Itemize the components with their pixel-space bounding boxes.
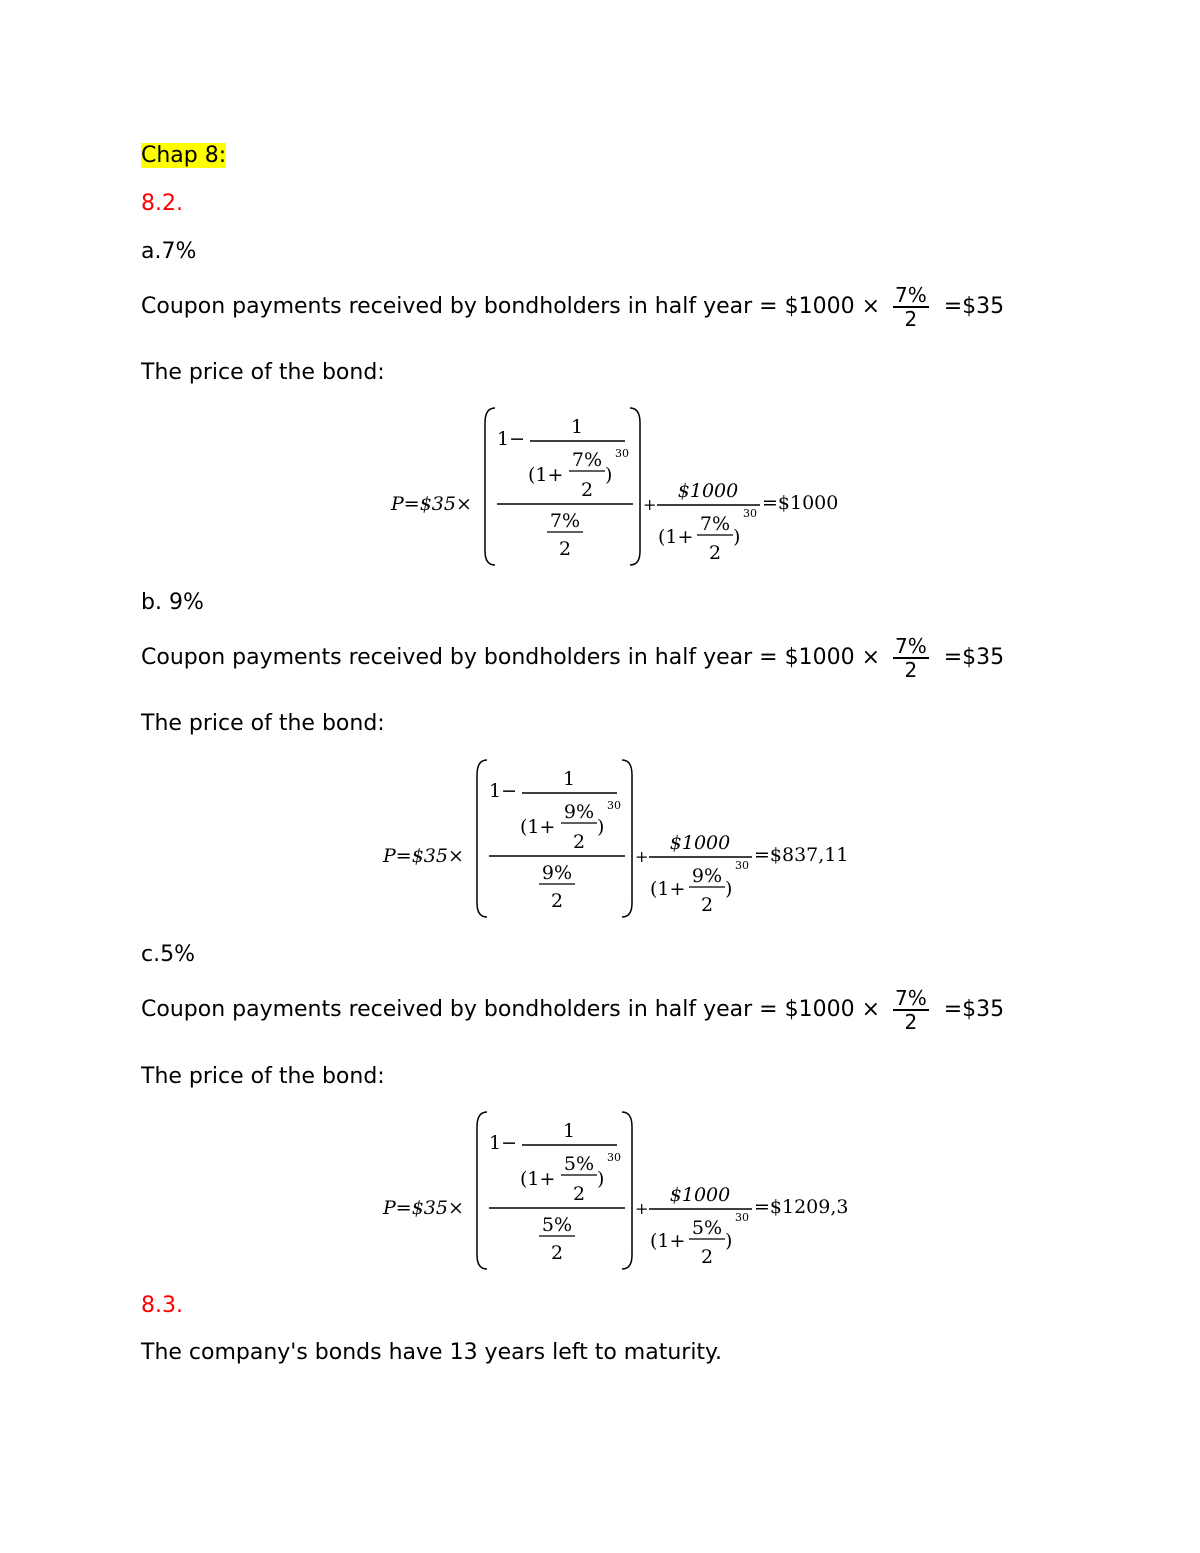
- formula-result: =$1209,3: [754, 1196, 849, 1218]
- face-value: $1000: [677, 480, 739, 502]
- main-denominator-two: 2: [558, 538, 572, 560]
- inner-numerator-one: 1: [570, 416, 584, 438]
- part-b-label: b. 9%: [141, 590, 204, 615]
- chapter-heading-text: Chap 8:: [141, 143, 227, 168]
- inner-rate-denominator: 2: [580, 479, 594, 501]
- bond-price-formula-b: [377, 757, 857, 919]
- face-rate-denominator: 2: [708, 542, 722, 564]
- coupon-fraction-numerator: 7%: [895, 634, 927, 658]
- face-exponent: 30: [735, 1211, 749, 1224]
- plus-sign: +: [635, 1199, 649, 1218]
- inner-rate: 9%: [563, 801, 595, 823]
- coupon-result: =$35: [943, 997, 1005, 1022]
- coupon-text: Coupon payments received by bondholders in half year = $1000 ×: [141, 645, 880, 670]
- coupon-fraction-numerator: 7%: [895, 283, 927, 307]
- bond-price-formula-a: [385, 405, 865, 567]
- main-denominator-two: 2: [550, 1242, 564, 1264]
- one-minus: 1−: [489, 1132, 518, 1154]
- inner-exponent: 30: [607, 799, 621, 812]
- formula-lhs: P=$35×: [383, 845, 464, 867]
- inner-exponent: 30: [615, 447, 629, 460]
- part-b-coupon-line: [141, 635, 1004, 681]
- part-a-price-label: The price of the bond:: [141, 360, 385, 385]
- one-minus: 1−: [489, 780, 518, 802]
- right-bracket: [630, 408, 640, 565]
- face-base-open: (1+: [650, 878, 686, 900]
- coupon-result: =$35: [943, 294, 1005, 319]
- plus-sign: +: [643, 495, 657, 514]
- coupon-text: Coupon payments received by bondholders in half year = $1000 ×: [141, 997, 880, 1022]
- section-8-3-text: The company's bonds have 13 years left to maturity.: [141, 1340, 722, 1365]
- part-c-label: c.5%: [141, 942, 195, 967]
- coupon-fraction-numerator: 7%: [895, 986, 927, 1010]
- left-bracket: [477, 760, 487, 917]
- face-rate: 5%: [691, 1217, 723, 1239]
- part-a-label: a.7%: [141, 239, 197, 264]
- face-value: $1000: [669, 1184, 731, 1206]
- coupon-fraction-denominator: 2: [904, 658, 918, 682]
- coupon-fraction-denominator: 2: [904, 1010, 918, 1034]
- coupon-fraction: [893, 284, 929, 330]
- inner-rate-denominator: 2: [572, 1183, 586, 1205]
- coupon-fraction: [893, 987, 929, 1033]
- main-denominator-rate: 9%: [541, 862, 573, 884]
- left-bracket: [485, 408, 495, 565]
- face-base-open: (1+: [658, 526, 694, 548]
- formula-lhs: P=$35×: [391, 493, 472, 515]
- coupon-fraction: [893, 635, 929, 681]
- face-value: $1000: [669, 832, 731, 854]
- face-exponent: 30: [735, 859, 749, 872]
- inner-base-open: (1+: [528, 464, 564, 486]
- face-base-close: ): [733, 526, 741, 548]
- face-rate: 7%: [699, 513, 731, 535]
- left-bracket: [477, 1112, 487, 1269]
- main-denominator-two: 2: [550, 890, 564, 912]
- coupon-fraction-denominator: 2: [904, 307, 918, 331]
- plus-sign: +: [635, 847, 649, 866]
- main-denominator-rate: 7%: [549, 510, 581, 532]
- face-base-close: ): [725, 1230, 733, 1252]
- section-number-8-2: 8.2.: [141, 191, 183, 216]
- inner-exponent: 30: [607, 1151, 621, 1164]
- bond-price-formula-c: [377, 1109, 857, 1271]
- coupon-text: Coupon payments received by bondholders in half year = $1000 ×: [141, 294, 880, 319]
- inner-base-close: ): [605, 464, 613, 486]
- right-bracket: [622, 1112, 632, 1269]
- formula-result: =$837,11: [754, 844, 849, 866]
- inner-numerator-one: 1: [562, 768, 576, 790]
- face-rate-denominator: 2: [700, 1246, 714, 1268]
- one-minus: 1−: [497, 428, 526, 450]
- face-exponent: 30: [743, 507, 757, 520]
- inner-rate: 7%: [571, 449, 603, 471]
- face-base-close: ): [725, 878, 733, 900]
- face-rate: 9%: [691, 865, 723, 887]
- inner-base-open: (1+: [520, 1168, 556, 1190]
- inner-base-close: ): [597, 1168, 605, 1190]
- formula-result: =$1000: [762, 492, 839, 514]
- inner-base-close: ): [597, 816, 605, 838]
- part-b-price-label: The price of the bond:: [141, 711, 385, 736]
- face-rate-denominator: 2: [700, 894, 714, 916]
- inner-numerator-one: 1: [562, 1120, 576, 1142]
- face-base-open: (1+: [650, 1230, 686, 1252]
- part-a-coupon-line: [141, 284, 1004, 330]
- section-number-8-3: 8.3.: [141, 1293, 183, 1318]
- coupon-result: =$35: [943, 645, 1005, 670]
- inner-rate: 5%: [563, 1153, 595, 1175]
- formula-lhs: P=$35×: [383, 1197, 464, 1219]
- right-bracket: [622, 760, 632, 917]
- inner-base-open: (1+: [520, 816, 556, 838]
- part-c-price-label: The price of the bond:: [141, 1064, 385, 1089]
- inner-rate-denominator: 2: [572, 831, 586, 853]
- part-c-coupon-line: [141, 987, 1004, 1033]
- chapter-heading: [141, 142, 226, 170]
- main-denominator-rate: 5%: [541, 1214, 573, 1236]
